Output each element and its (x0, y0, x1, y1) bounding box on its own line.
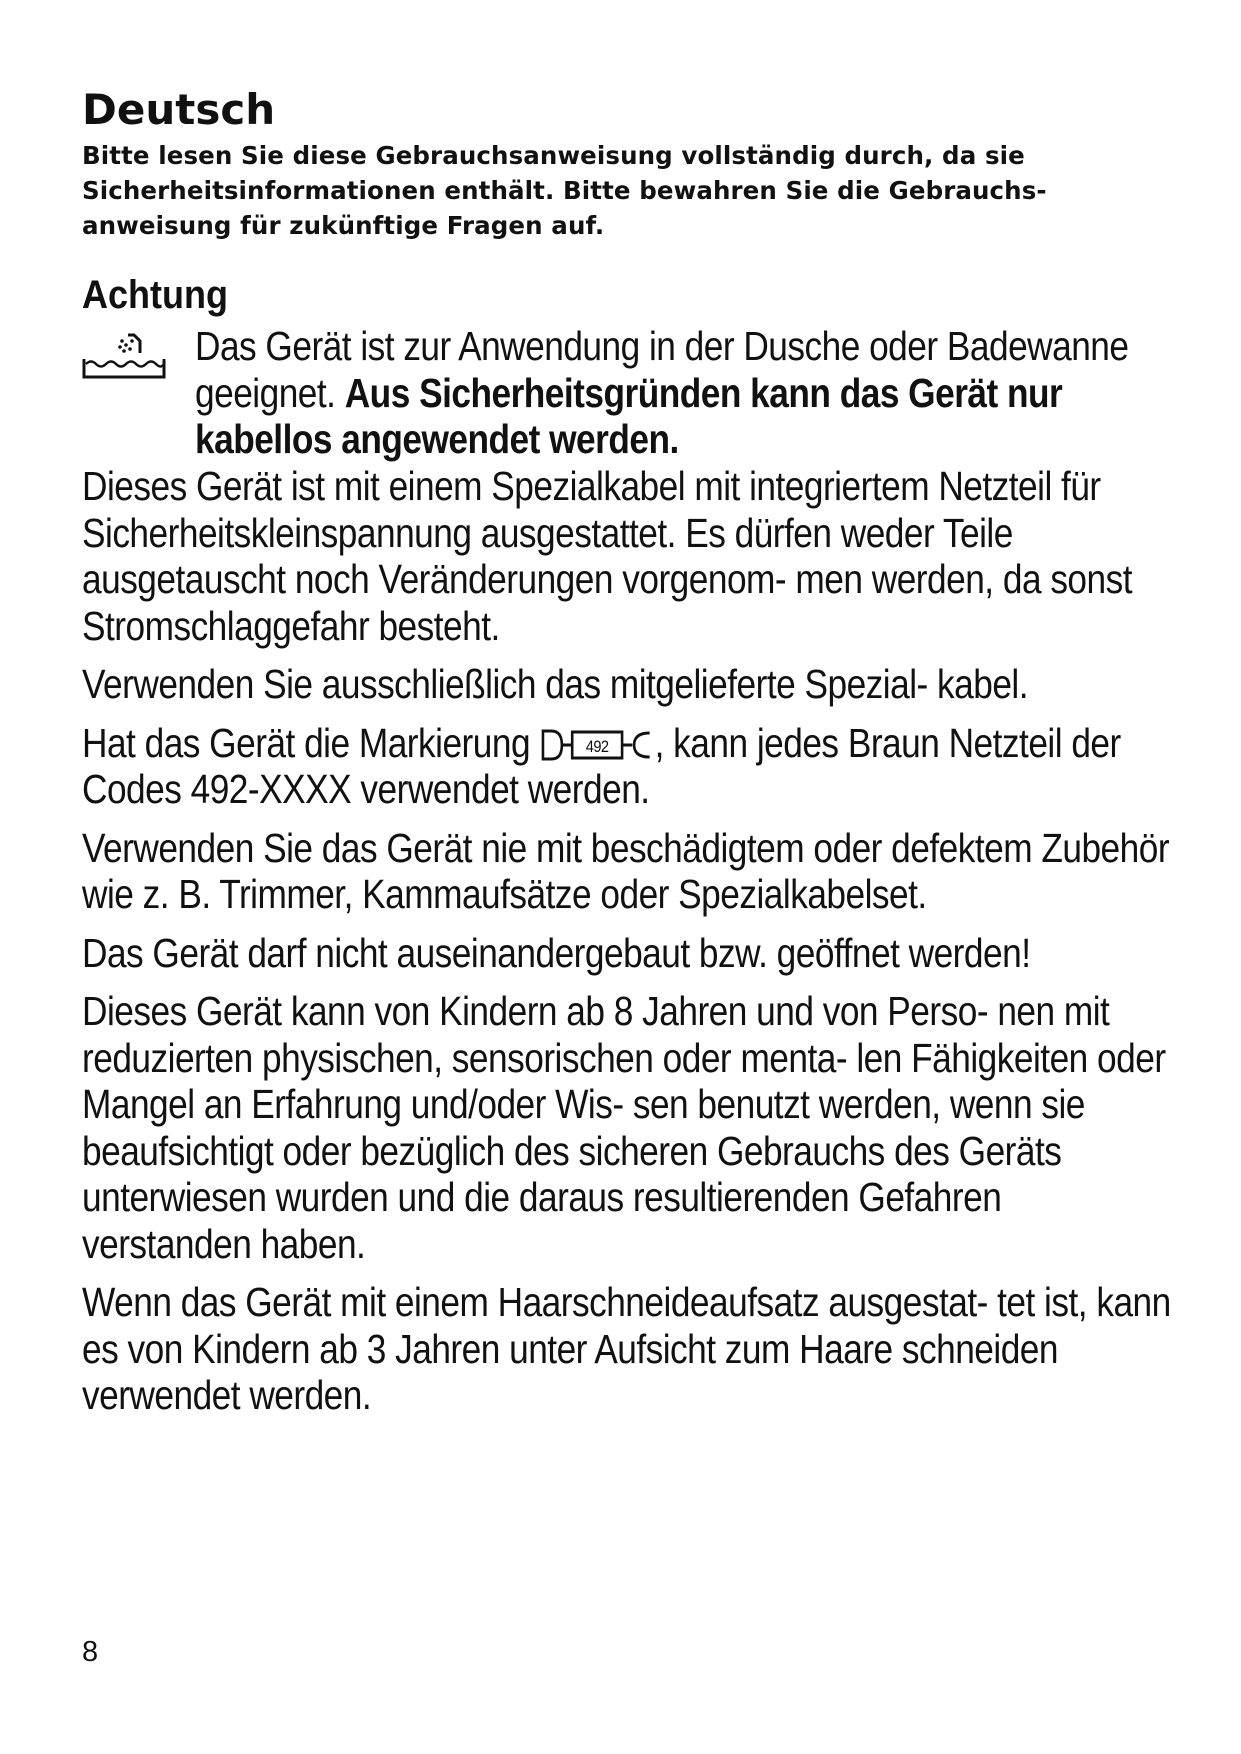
safety-paragraphs (82, 463, 1172, 1419)
paragraph-only-supplied-cable: Verwenden Sie ausschließlich das mitgelieferte Spezial- kabel. (82, 661, 1029, 707)
document-page (82, 84, 1172, 1431)
power-supply-marking-icon (539, 727, 656, 763)
paragraph-no-disassembly: Das Gerät darf nicht auseinandergebaut bzw. geöffnet werden! (82, 929, 1031, 976)
paragraph-haircut-attachment: Wenn das Gerät mit einem Haarschneideaufsatz ausgestat- tet ist, kann es von Kindern ab 3 Jahren unter Aufsicht zum Haare schneiden verwendet werden. (82, 1279, 1171, 1418)
paragraph-special-cable: Dieses Gerät ist mit einem Spezialkabel mit integriertem Netzteil für Sicherheitskleinspannung ausgestattet. Es dürfen weder Teile ausgetauscht noch Veränderungen vorgenom- men werden, da sonst Stromschlaggefahr besteht. (82, 463, 1133, 649)
intro-paragraph: Bitte lesen Sie diese Gebrauchsanweisung vollständig durch, da sie Sicherheitsinformationen enthält. Bitte bewahren Sie die Gebrauchs- anweisung für zukünftige Fragen auf. (82, 141, 1047, 240)
shower-warning-text (195, 323, 1173, 463)
shower-warning (82, 323, 1172, 463)
shower-warning-bold: Aus Sicherheitsgründen kann das Gerät nur kabellos angewendet werden. (195, 369, 1063, 462)
marking-code: 492 (585, 737, 609, 756)
section-heading-achtung: Achtung (82, 273, 228, 317)
paragraph-children-usage: Dieses Gerät kann von Kindern ab 8 Jahren und von Perso- nen mit reduzierten physischen, sensorischen oder menta- len Fähigkeiten oder Mangel an Erfahrung und/oder Wis- sen benutzt werden, wenn sie beaufsichtigt oder bezüglich des sicheren Gebrauchs des Geräts unterwiesen wurden und die daraus resultierenden Gefahren verstanden haben. (82, 988, 1166, 1267)
page-number: 8 (82, 1636, 99, 1668)
shower-warning-regular: Das Gerät ist zur Anwendung in der Dusche oder Badewanne geeignet. (195, 323, 1129, 416)
marking-text-after: , kann jedes Braun Netzteil der Codes 492-XXXX verwendet werden. (82, 719, 1121, 812)
shower-bathtub-icon (82, 331, 168, 381)
page-title: Deutsch (82, 85, 276, 134)
paragraph-marking (82, 720, 1172, 813)
marking-text-before: Hat das Gerät die Markierung (82, 719, 540, 766)
paragraph-damaged-accessories: Verwenden Sie das Gerät nie mit beschädigtem oder defektem Zubehör wie z. B. Trimmer, Kammaufsätze oder Spezialkabelset. (82, 824, 1170, 917)
